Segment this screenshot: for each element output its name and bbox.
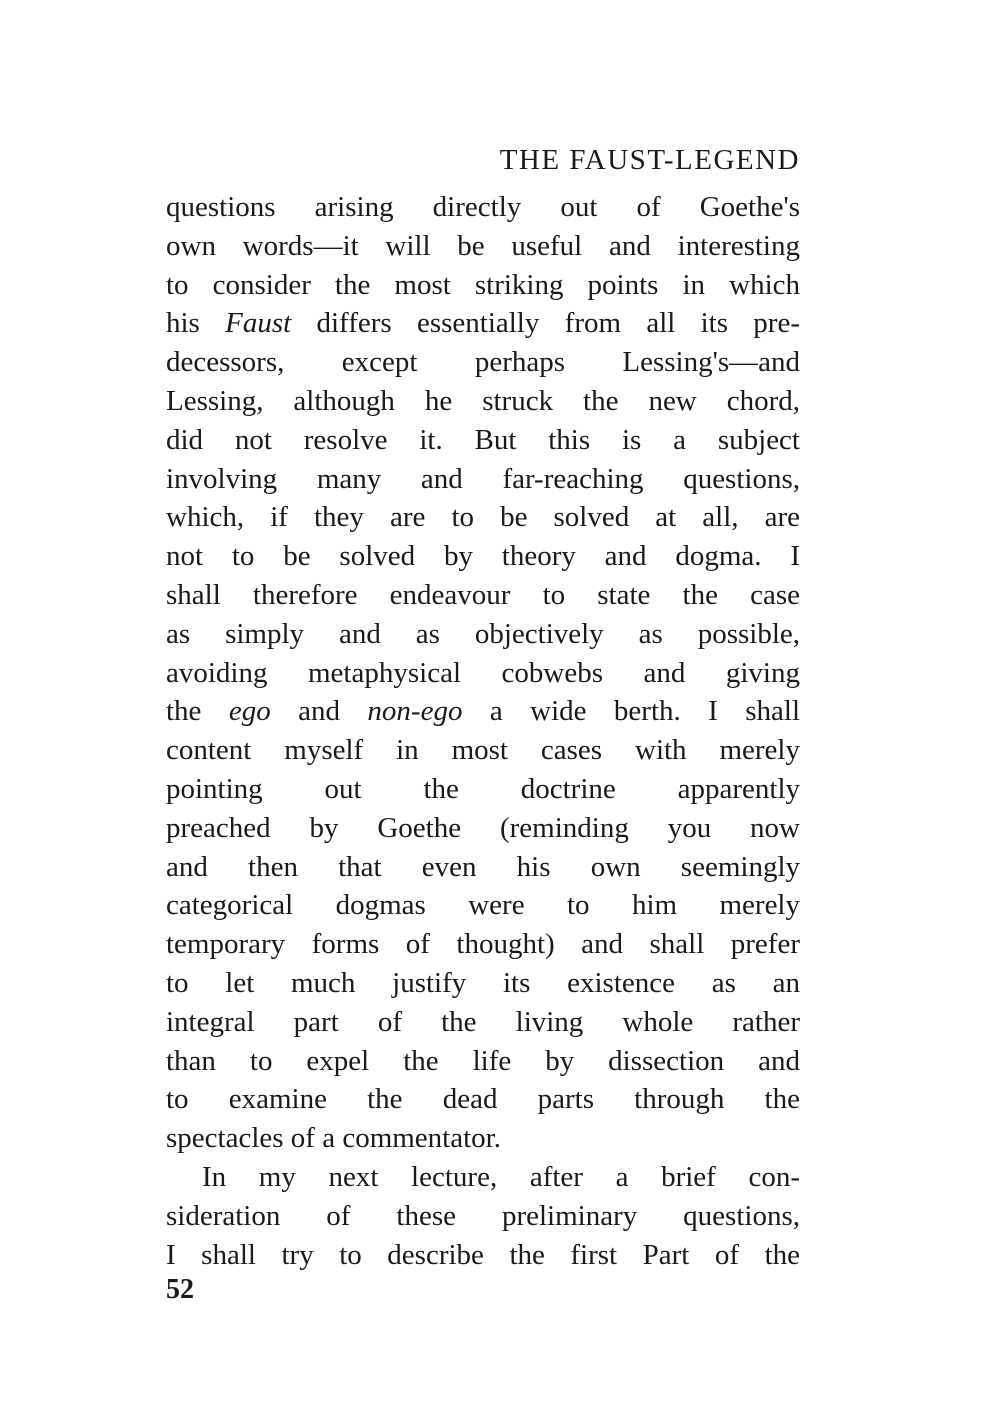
text-run: Lessing, although he struck the new chord, xyxy=(166,384,800,417)
text-line xyxy=(166,382,800,421)
text-run: questions arising directly out of Goethe's xyxy=(166,191,800,223)
text-run: as simply and as objectively as possible, xyxy=(166,617,800,650)
text-run: In my next lecture, after a brief con- xyxy=(202,1160,800,1193)
text-run: pointing out the doctrine apparently xyxy=(166,772,800,805)
text-line xyxy=(166,1119,800,1158)
text-line xyxy=(166,654,800,693)
text-run: to let much justify its existence as an xyxy=(166,966,800,999)
italic-term: ego xyxy=(228,695,271,728)
text-line xyxy=(166,1158,800,1197)
text-run: preached by Goethe (reminding you now xyxy=(166,811,800,844)
page-number: 52 xyxy=(166,1274,194,1305)
text-run: than to expel the life by dissection and xyxy=(166,1044,800,1077)
text-line xyxy=(166,1080,800,1119)
text-run: avoiding metaphysical cobwebs and giving xyxy=(166,656,800,689)
text-run: to consider the most striking points in which xyxy=(166,268,800,301)
text-run: and then that even his own seemingly xyxy=(166,850,800,883)
text-line xyxy=(166,809,800,848)
text-line xyxy=(166,925,800,964)
text-run: I shall try to describe the first Part of the xyxy=(166,1238,800,1271)
text-run: temporary forms of thought) and shall prefer xyxy=(166,928,800,961)
text-line xyxy=(166,304,800,343)
text-line xyxy=(166,343,800,382)
text-line xyxy=(166,1042,800,1081)
text-run: to examine the dead parts through the xyxy=(166,1083,800,1116)
text-line xyxy=(166,1236,800,1275)
italic-term: Faust xyxy=(225,307,292,340)
text-run: categorical dogmas were to him merely xyxy=(166,889,800,922)
text-run: decessors, except perhaps Lessing's—and xyxy=(166,346,800,379)
text-run: not to be solved by theory and dogma. I xyxy=(166,540,800,573)
text-run: did not resolve it. But this is a subject xyxy=(166,423,800,456)
text-line xyxy=(166,731,800,770)
text-line xyxy=(166,498,800,537)
text-line xyxy=(166,615,800,654)
text-run: spectacles of a commentator. xyxy=(166,1122,501,1155)
text-line xyxy=(166,770,800,809)
text-run: which, if they are to be solved at all, are xyxy=(166,501,800,534)
text-line xyxy=(166,460,800,499)
text-run: shall therefore endeavour to state the case xyxy=(166,578,800,611)
italic-term: non-ego xyxy=(367,695,463,728)
body-text xyxy=(166,188,800,1274)
text-line xyxy=(166,964,800,1003)
text-run: involving many and far-reaching questions, xyxy=(166,462,800,495)
text-line xyxy=(166,537,800,576)
text-line xyxy=(166,266,800,305)
text-run: own words—it will be useful and interesting xyxy=(166,229,800,262)
text-line xyxy=(166,227,800,266)
text-run: integral part of the living whole rather xyxy=(166,1005,800,1038)
running-head: THE FAUST-LEGEND xyxy=(499,144,800,176)
text-run: a wide berth. I shall xyxy=(462,695,801,728)
text-run: the xyxy=(166,695,229,728)
text-run: his xyxy=(166,307,226,340)
text-run: content myself in most cases with merely xyxy=(166,734,800,767)
text-line xyxy=(166,848,800,887)
text-line xyxy=(166,421,800,460)
text-line xyxy=(166,1003,800,1042)
text-run: and xyxy=(270,695,368,728)
text-line xyxy=(166,1197,800,1236)
text-line xyxy=(166,188,800,227)
text-line xyxy=(166,886,800,925)
text-line xyxy=(166,692,800,731)
text-run: differs essentially from all its pre- xyxy=(291,307,800,340)
text-line xyxy=(166,576,800,615)
text-run: sideration of these preliminary questions, xyxy=(166,1199,800,1232)
